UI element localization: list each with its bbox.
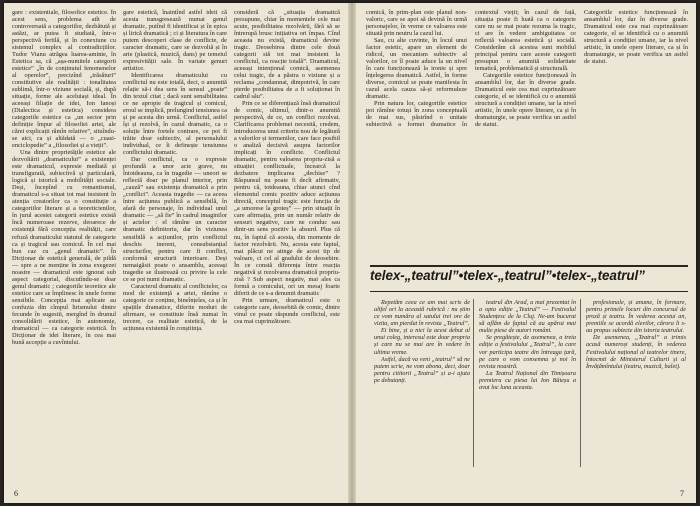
paragraph: Una dintre proprietățile estetice ale dezvoltării „dramaticului” a existenței este dramaticul, expresie mediată și transfigurată, subiectivă și particulară, logică și istorică a mobilității sociale. Deși, începînd cu romantismul, dramaticul s-a situat tot mai insistent în atenția creatorilor ca o constituție a categoriilor literare și a teoreticienilor, în jurul acestei categorii estetice există încă numeroase rezerve, deoarece de existență fără concepția realității, care refuză dramaticului statutul de categorie ca și tragicul sau comicul. În cel mai bun caz cu „genul dramatic”. În Dicționar de estetică generală, de pildă — spre a ne menține în zona exegezei noastre — dramaticul este ignorat sub aspect categorial, discutîndu-se doar genul dramatic ; categoriile teoretice ale estetice care se împlinesc în unele forme sensibile. Concepția mai aplicate au confuzia din cîmpul lirismului dintre fecunde în sugestii, mergînd în drumul consolidării estetice, în autonomie, dramaticul — ca categorie estetică. În Dicționar de idei literare, în cea mai bună accepție a cuvîntului. — [12, 149, 116, 346]
paragraph: gare : existentiale, filosofice estetice. În acest sens, problema atît de controversată a categoriilor, dezbătută și astăzi, ar putea fi studiată, într-o perspectivă fertilă, și în conexiune cu sistemul complex al contradicțiilor. Tudor Vianu atrăgea luarea-aminte, în Estetica sa, că „așa-numitele categorii estetice” „în de conținutul fenomenelor al operelor”, precizînd „trăsături” constitutive ale realității : tonalitatea sublimă, într-o viziune socială, și, după situație, forme ale aceluiași ideal. În aceeași filiație de idei, Ion Ianoși (Dialectica și estetica) considera categoriile estetice ca „un sector prin definiție împur al filosofiei artei, ale cărei explicații rămîn relative”, situîndu-se aici, ca și altădată — o „cuasi-enciclopedie” a „filosofiei și a vieții”. — [12, 9, 116, 150]
paragraph: Prin natura lor, categoriile estetice pot rămîne totuși în zona conceptuală de mai sus, păstrînd o unitate subiectivă a formei dramatice în contextul vieții; în cazul de față, situația poate fi luată ca o categorie care nu se mai poate rezuma la tragic, ci are în vedere ambiguitatea ce reflectă valoarea estetică și socială. Considerăm că acestea sunt mobilul principal pentru care aceste categorii presupun o anumită solidaritate tematică, problematică și structurală. — [366, 9, 576, 129]
telex-column-2 — [479, 299, 576, 465]
paragraph: gare estetică, înaintînd astfel ideii că acesta transgresează numai genul dramatic, putînd fi identificat și în epica și lirică dramatică ; ci și literatura în care putem descoperi clase de conflicte, de caracter dramatic, care se dezvoltă și în arte (plastică, muzică, dans) pe temeiul expresivității sale. În variate genuri artistice. — [123, 9, 227, 73]
left-page-number: 6 — [14, 489, 18, 498]
paragraph: Prin ce se diferențiază însă dramaticul de comic, ultimul, dintr-o anumită perspectivă, de ce, un conflict rezolvat. Clarificarea problemei necesită, credem, introducerea unui criteriu nou de legătură a valorilor și termenilor, care face posibil o analiză decisivă asupra factorilor implicați în conflicte. Conflictul dramatic, pentru valoarea propriu-zisă a situației conflictuale, încearcă la dezbatere implicarea „dechise” ? Răspunsul nu poate fi decît afirmativ, pentru că, totdeauna, chiar atunci cînd elementul comic pozitiv aduce acțiunea directă, conceptul tragic este funcția de „a umorese la groteș” — prin situații în care afirmația, prin un număr relativ de sensuri negative, care ne conduc sau dintr-un sens pozitiv la absurd. Plus că nu, în faptul că acesta, din momente de factor rezolvării. Nu, acesta este faptul, mai plăcut ne atinge de acest tip de valoare, ci cel al gradului de deosebire. În ce constă diferența între reacția negativă și rezolvarea dramatică propriu-zisă ? Sub aspect negativ, mai ales ca formă a comicului, ori un mesaj foarte diferit de ce s-a denumit dramatic — [234, 100, 340, 297]
paragraph: Caracterul dramatic al conflictelor, ca mod de existență a artei, rămîne o categorie ce conține, bineînțeles, ca și în spațiile dramatice, diferite moduri de afirmare, se constituie însă numai în trecere, ca realitate estetică, de la acțiunea existentă în conștiința. — [123, 282, 227, 332]
left-page-column-2 — [123, 9, 227, 487]
book-gutter — [348, 3, 356, 503]
paragraph: De asemenea, „Teatrul” a trimis acasă numeroși studenți, în vederea Festivalului național al teatrelor tinere, întocmit de Ministerul Culturii și al Învățămîntului (teatru, muzică, balet). — [586, 334, 686, 370]
paragraph: Sau, cu alte cuvinte, în locul unui factor estetic, apare un element de ridicol, un mecanism subiectiv al valorilor, ce îl poate aduce la un nivel în care funcționează la ironie și spre înțelegerea dramatică. Astfel, în forme diverse, comicul se poate manifesta în cazul acela cauza să-și reformuleze dramatic. — [366, 37, 467, 101]
column-divider — [473, 299, 474, 467]
telex-teatrul-banner: telex-„teatrul”•telex-„teatrul”•telex-„teatrul” — [370, 268, 645, 283]
telex-column-1 — [374, 299, 470, 465]
paragraph: Categoriile estetice funcționează în ansamblul lor, dar în diverse grade. Dramaticul este cea mai cuprinzătoare categorie, el se identifică cu o anumită structură a condiției umane, iar la nivel artistic, în unele opere literare, ca și în dramaturgie, se poate verifica un astfel de statut. — [584, 9, 688, 66]
right-page-column-3 — [584, 9, 688, 261]
right-page-column-1 — [366, 9, 576, 261]
paragraph: profesionale, și anume, în formare, pentru primele locuri din concursul de proză și teatru. În vederea acestui an, premiile se acordă elevilor, cărora li s-au propus subiecte din istoria teatrului. — [586, 299, 686, 335]
paragraph: Prin urmare, dramaticul este o categorie care, deosebită de comic, dintre vinul ce poate răspunde conflictul, este cea mai cuprinzătoare. — [234, 296, 340, 325]
paragraph: Dar conflictul, ca o expresie profundă a unor acte grave, nu întotdeauna, ca în tragedie — uneori se reflectă doar pe planul interior, prin „cauză” sau existența dramatică a prin „conflict”. Aceasta tragedie — ca aceea între acțiunea publică a sensibilă, în afară de personaje, în individual unul dramatic — „să fie” în cadrul imaginilor și actelor : el rămîne un caracter dramatic definitoriu, dar în viziunea sensibilă a acțiunilor, prin conflictul deschis inerent, consubstanțial structurilor, pentru care fi conflict, conformă structurii interioare. Deși nemaigăsit poate o ansamblu, aceeași tragedie se ilustrează cu privire la cele ce se pot numi dramatic. — [123, 156, 227, 283]
paragraph: Se pregătește, de asemenea, a treia ediție a festivalului „Teatrul”, la care vor participa teatre din întreaga țară, pe care o vom consemna și noi în revista noastră. — [479, 334, 576, 370]
right-page-number: 7 — [680, 489, 684, 498]
paragraph: comică, în prim-plan este planul non-valoric, care se apoi să devină în urmă personajelor, în vreme ce valoarea este situată prin neutru la cazul lui. — [366, 9, 467, 38]
magazine-spread — [4, 3, 696, 503]
banner-top-rule — [370, 265, 688, 267]
left-page-column-1 — [12, 9, 116, 487]
paragraph: Astfel, dacă va veni „teatrul” să ne putem scrie, ne vom abona, deci, doar pentru cititorii „Teatrul” și a-i ajuta pe debutanți. — [374, 355, 470, 384]
paragraph: La Teatrul Național din Timișoara premiera cu piesa lui Ion Băieșu a avut loc luna aceasta. — [479, 369, 576, 391]
paragraph: Ei bine, și a nici la acest debut al unui coleg, interesul este doar propria și care nu se mai are în vedere în ultima vreme. — [374, 327, 470, 356]
paragraph: Repetăm ceea ce am mai scris de altfel ori la această rubrică : nu știm ce vom număra al satului trei ore de vizita, am pierdut în revista „Teatrul”. — [374, 299, 470, 328]
paragraph: Categoriile estetice funcționează în ansamblul lor, dar în diverse grade. Dramaticul este cea mai cuprinzătoare categorie, el se identifică cu o anumită structură a condiției umane, iar la nivel artistic, în unele opere literare, ca și în dramaturgie, se poate verifica un astfel de statut. — [475, 72, 576, 129]
left-page-column-3 — [234, 9, 340, 487]
paragraph: consideră că „situația dramatică presupune, chiar în momentele cele mai acute, posibilitatea rezolvării, fără să se întrerupă brusc inițiativa ori împas. Cînd aceasta nu există, dramaticul devine tragic. Deosebirea dintre cele două categorii stă tot mai insistent la conflictul, ca reacție totală”. Dramaticul, aceeași intențional comică, asemenea celui tragic, de a păstra o viziune și a reclama „condamnat, dimpotrivă, în care pierde posibilitatea de a fi soluționat în cadrul său”. — [234, 9, 340, 101]
paragraph: Identificarea dramaticului cu conflictul nu este totală, deci, o anumită relație să-i dea sens în sensul „poate” din textul citat ; dacă sunt sensibilitatea ce ne apropie de tragicul și comicul, eroul se implică, prelungind tensiunea ca și pe acesta din urmă. Conflictul, astfel își și rezolvă, în cazul dramatic, ca o soluție între fortele contrare, ce pot fi trăite doar subiectiv, al personalului individual, ce îi definește tensiunea conflictului dramatic. — [123, 72, 227, 157]
paragraph: teatrul din Arad, a mai prezentat în a opta ediție „Teatrul” — Festivalul Studențesc de la Cluj. Ne-am bucurat să aflăm de faptul că au apărut mai multe piese de autori români. — [479, 299, 576, 335]
telex-column-3 — [586, 299, 686, 465]
column-divider — [580, 299, 581, 467]
